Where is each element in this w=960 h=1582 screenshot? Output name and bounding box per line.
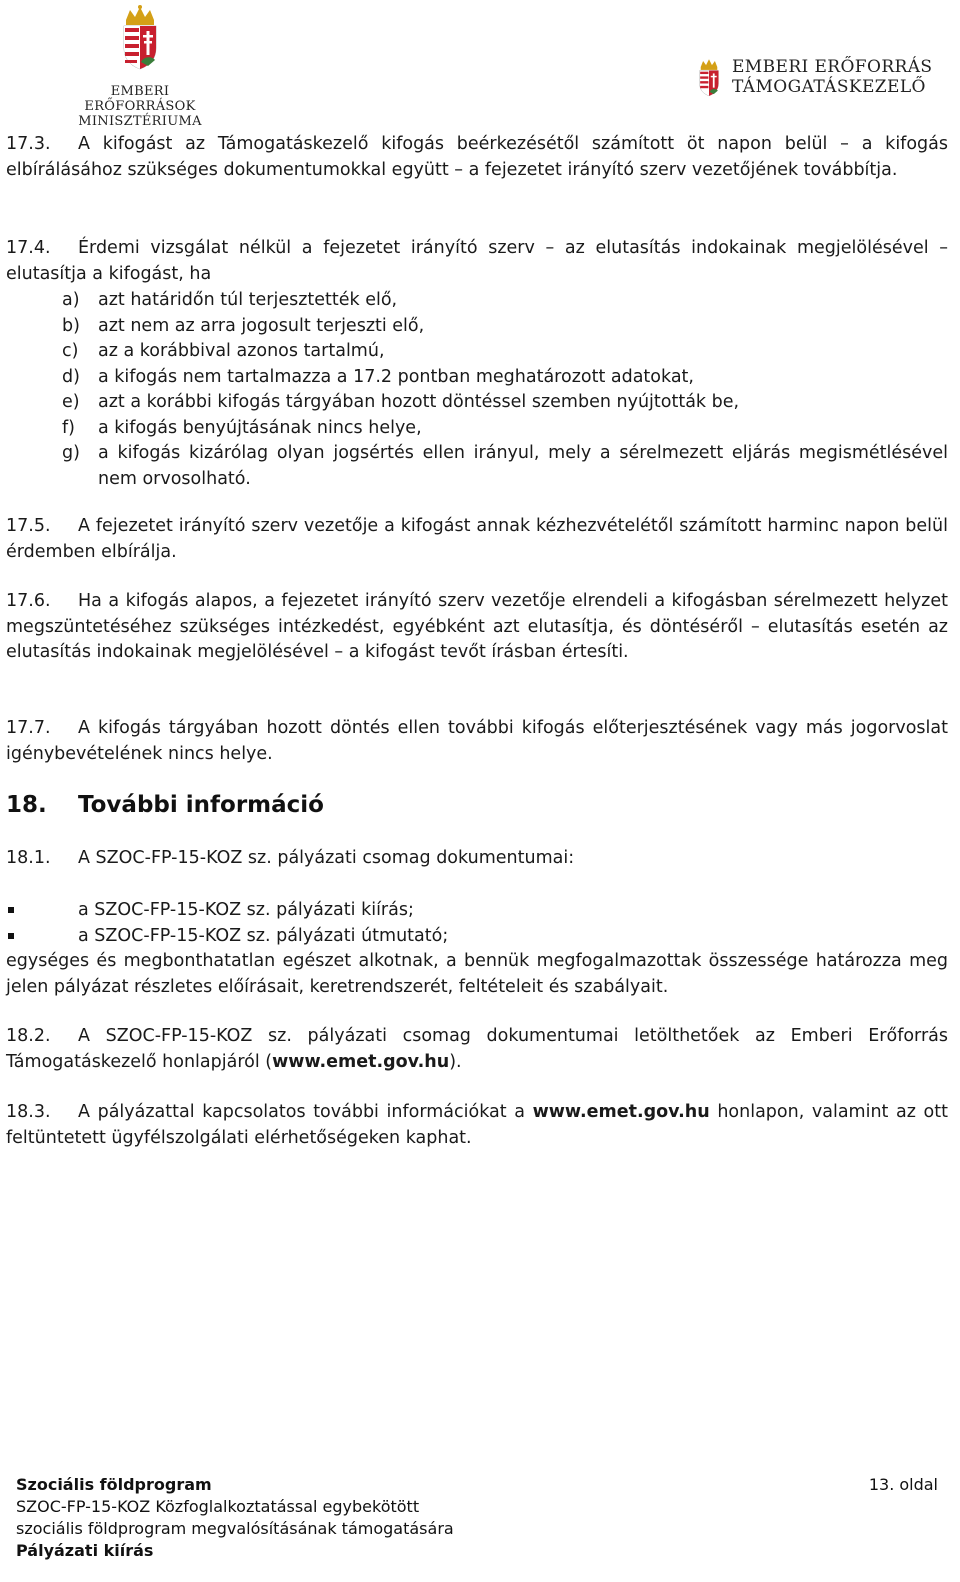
page-number: 13. oldal — [868, 1475, 938, 1494]
section-number: 17.7. — [6, 718, 51, 738]
section-number: 17.3. — [6, 134, 51, 154]
section-text-end: honlapon, valamint az ott feltüntetett ügyfélszolgálati elérhetőségeken kaphat. — [6, 1102, 948, 1148]
section-text: A SZOC-FP-15-KOZ sz. pályázati csomag dokumentumai: — [78, 848, 575, 868]
list-text: a kifogás benyújtásának nincs helye, — [98, 417, 422, 438]
list-item — [62, 441, 948, 492]
coat-of-arms-icon — [118, 4, 162, 70]
section-number: 17.5. — [6, 516, 51, 536]
bullet-text: a SZOC-FP-15-KOZ sz. pályázati kiírás; — [78, 900, 414, 920]
list-label: d) — [62, 366, 80, 387]
list-text: azt nem az arra jogosult terjeszti elő, — [98, 315, 425, 336]
section-text: Érdemi vizsgálat nélkül a fejezetet irányító szerv – az elutasítás indokainak megjelölésével – elutasítja a kifogást, ha — [6, 238, 948, 284]
list-label: e) — [62, 392, 80, 412]
heading-number: 18. — [6, 792, 47, 818]
section-18-1-after — [6, 949, 948, 1000]
section-17-6 — [6, 589, 948, 666]
list-item — [62, 339, 948, 365]
list-item — [62, 390, 948, 416]
list-label: b) — [62, 315, 80, 336]
ministry-name-line2: MINISZTÉRIUMA — [78, 114, 202, 129]
page-footer — [16, 1474, 454, 1562]
list-label: c) — [62, 341, 79, 361]
footer-program-title: Szociális földprogram — [16, 1475, 212, 1494]
section-18-3 — [6, 1100, 948, 1151]
bullet-square-icon — [6, 924, 78, 950]
section-18-1 — [6, 846, 948, 872]
ministry-name-line1: EMBERI ERŐFORRÁSOK — [84, 84, 196, 114]
list-label: a) — [62, 290, 80, 310]
list-label: f) — [62, 417, 75, 438]
bullet-item — [6, 924, 448, 950]
section-17-5 — [6, 514, 948, 565]
list-text: azt határidőn túl terjesztették elő, — [98, 290, 398, 310]
bullet-item — [6, 898, 414, 924]
list-text: az a korábbival azonos tartalmú, — [98, 341, 385, 361]
heading-title: További információ — [78, 792, 324, 818]
emet-name-line1: EMBERI ERŐFORRÁS — [732, 57, 933, 77]
section-17-4-list — [62, 288, 948, 492]
section-text: A kifogást az Támogatáskezelő kifogás beérkezésétől számított öt napon belül – a kifogás elbírálásához szükséges dokumentumokkal együtt – a fejezetet irányító szerv vezetőjének továbbítja. — [6, 134, 948, 180]
list-item — [62, 288, 948, 314]
list-text: a kifogás nem tartalmazza a 17.2 pontban meghatározott adatokat, — [98, 366, 694, 387]
footer-code: SZOC-FP-15-KOZ Közfoglalkoztatással egybekötött — [16, 1497, 420, 1516]
bullet-text: a SZOC-FP-15-KOZ sz. pályázati útmutató; — [78, 926, 449, 946]
list-item — [62, 365, 948, 391]
list-label: g) — [62, 443, 80, 463]
section-17-3 — [6, 132, 948, 183]
coat-of-arms-icon — [696, 54, 722, 100]
website-link[interactable]: www.emet.gov.hu — [272, 1051, 450, 1072]
list-text: azt a korábbi kifogás tárgyában hozott döntéssel szemben nyújtották be, — [98, 392, 740, 412]
section-text: A SZOC-FP-15-KOZ sz. pályázati csomag dokumentumai letölthetőek az Emberi Erőforrás Támogatáskezelő honlapjáról ( — [6, 1026, 948, 1072]
section-number: 18.1. — [6, 848, 51, 868]
section-text: Ha a kifogás alapos, a fejezetet irányító szerv vezetője elrendeli a kifogásban sérelmezett helyzet megszüntetéséhez szükséges intézkedést, egyébként azt elutasítja, és döntéséről – elutasítás esetén az elutasítás indokainak megjelölésével – a kifogást tevőt írásban értesíti. — [6, 591, 948, 662]
list-item — [62, 416, 948, 442]
footer-doc-type: Pályázati kiírás — [16, 1541, 154, 1560]
section-text-end: ). — [449, 1051, 462, 1072]
emet-name-line2: TÁMOGATÁSKEZELŐ — [732, 77, 926, 97]
section-text: A kifogás tárgyában hozott döntés ellen további kifogás előterjesztésének vagy más jogorvoslat igénybevételének nincs helye. — [6, 718, 948, 764]
footer-subtitle: szociális földprogram megvalósításának támogatására — [16, 1519, 454, 1538]
website-link[interactable]: www.emet.gov.hu — [532, 1102, 710, 1122]
ministry-logo — [60, 4, 220, 129]
list-item — [62, 314, 948, 340]
section-text: egységes és megbonthatatlan egészet alkotnak, a bennük megfogalmazottak összessége határozza meg jelen pályázat részletes előírásait, keretrendszerét, feltételeit és szabályait. — [6, 951, 948, 997]
section-text: A fejezetet irányító szerv vezetője a kifogást annak kézhezvételétől számított harminc napon belül érdemben elbírálja. — [6, 516, 948, 562]
bullet-square-icon — [6, 898, 78, 924]
section-text: A pályázattal kapcsolatos további információkat a — [78, 1102, 533, 1122]
section-18-2 — [6, 1024, 948, 1075]
section-number: 18.2. — [6, 1026, 51, 1046]
list-text: a kifogás kizárólag olyan jogsértés ellen irányul, mely a sérelmezett eljárás megismétlésével nem orvosolható. — [98, 443, 948, 489]
section-number: 18.3. — [6, 1102, 51, 1122]
section-number: 17.4. — [6, 238, 51, 258]
section-heading-18 — [6, 792, 324, 818]
section-17-7 — [6, 716, 948, 767]
section-17-4 — [6, 236, 948, 287]
section-number: 17.6. — [6, 591, 51, 611]
emet-logo — [696, 50, 933, 106]
